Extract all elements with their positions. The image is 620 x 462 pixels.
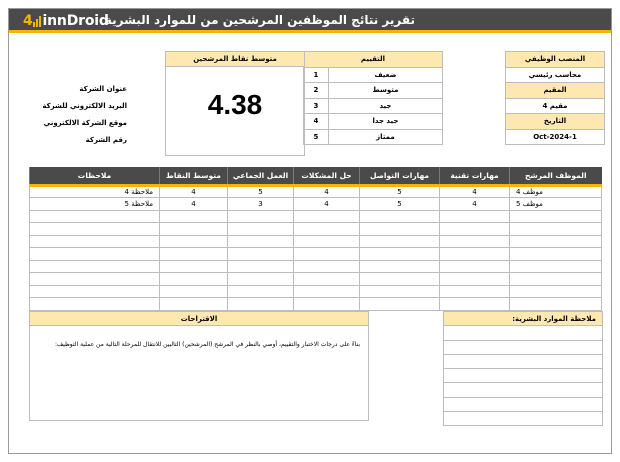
cell-notes[interactable]: ملاحظة 5 bbox=[30, 198, 160, 211]
cell-average[interactable]: 4 bbox=[160, 198, 228, 211]
cell-technical[interactable]: 4 bbox=[440, 185, 510, 198]
rating-row bbox=[304, 83, 443, 99]
col-problem-solving: حل المشكلات bbox=[294, 167, 360, 185]
date-label: التاريخ bbox=[506, 114, 605, 130]
hr-notes-table bbox=[443, 311, 603, 426]
table-row-empty bbox=[30, 248, 602, 261]
hr-notes-line[interactable] bbox=[444, 369, 603, 383]
col-candidate: الموظف المرشح bbox=[510, 167, 602, 185]
cell-notes[interactable]: ملاحظة 4 bbox=[30, 185, 160, 198]
rating-text: جيد جدا bbox=[328, 114, 442, 130]
rating-num: 1 bbox=[304, 67, 329, 83]
report-title: تقرير نتائج الموظفين المرشحين من للموارد البشرية bbox=[104, 13, 415, 27]
position-value[interactable]: محاسب رئيسي bbox=[506, 67, 605, 83]
position-info-table bbox=[505, 51, 605, 145]
logo-prefix: 4 bbox=[23, 13, 33, 29]
title-bar bbox=[9, 9, 611, 33]
table-row-empty bbox=[30, 210, 602, 223]
table-row bbox=[30, 185, 602, 198]
cell-technical[interactable]: 4 bbox=[440, 198, 510, 211]
table-row-empty bbox=[30, 285, 602, 298]
hr-notes-line[interactable] bbox=[444, 354, 603, 368]
cell-teamwork[interactable]: 3 bbox=[228, 198, 294, 211]
logo-mid: inn bbox=[42, 13, 67, 29]
company-website[interactable]: موقع الشركة الالكتروني bbox=[43, 119, 127, 127]
rating-row bbox=[304, 98, 443, 114]
rating-header: التقييم bbox=[304, 52, 443, 68]
table-row-empty bbox=[30, 273, 602, 286]
rating-num: 5 bbox=[304, 129, 329, 145]
report-frame bbox=[8, 8, 612, 454]
rating-num: 3 bbox=[304, 98, 329, 114]
cell-communication[interactable]: 5 bbox=[360, 185, 440, 198]
rating-text: ممتاز bbox=[328, 129, 442, 145]
col-technical: مهارات تقنية bbox=[440, 167, 510, 185]
col-communication: مهارات التواصل bbox=[360, 167, 440, 185]
average-score-label: متوسط نقاط المرشحين bbox=[166, 52, 304, 67]
average-score-value: 4.38 bbox=[207, 89, 263, 120]
rating-text: ضعيف bbox=[328, 67, 442, 83]
rating-scale-table bbox=[303, 51, 443, 145]
table-row-empty bbox=[30, 223, 602, 236]
rating-row bbox=[304, 129, 443, 145]
hr-notes-line[interactable] bbox=[444, 412, 603, 426]
col-notes: ملاحظات bbox=[30, 167, 160, 185]
rating-num: 2 bbox=[304, 83, 329, 99]
company-number[interactable]: رقم الشركة bbox=[85, 136, 127, 144]
suggestions-label: الاقتراحات bbox=[30, 312, 368, 326]
table-row bbox=[30, 198, 602, 211]
company-info bbox=[37, 81, 127, 149]
hr-notes-line[interactable] bbox=[444, 383, 603, 397]
logo-suffix: Droid bbox=[66, 13, 109, 29]
hr-notes-line[interactable] bbox=[444, 326, 603, 340]
cell-average[interactable]: 4 bbox=[160, 185, 228, 198]
company-address[interactable]: عنوان الشركة bbox=[79, 85, 127, 93]
position-label: المنصب الوظيفي bbox=[506, 52, 605, 68]
date-value[interactable]: 1-Oct-2024 bbox=[506, 129, 605, 145]
hr-notes-line[interactable] bbox=[444, 397, 603, 411]
hr-notes-line[interactable] bbox=[444, 340, 603, 354]
cell-candidate[interactable]: موظف 4 bbox=[510, 185, 602, 198]
col-average: متوسط النقاط bbox=[160, 167, 228, 185]
logo-bars-icon bbox=[33, 15, 42, 27]
suggestions-text[interactable]: بناءً على درجات الاختبار والتقييم، أوصي بالنظر في المرشح (المرشحين) التاليين للانتقال للمرحلة التالية من عملية التوظيف: bbox=[54, 341, 360, 348]
cell-communication[interactable]: 5 bbox=[360, 198, 440, 211]
table-row-empty bbox=[30, 235, 602, 248]
col-teamwork: العمل الجماعي bbox=[228, 167, 294, 185]
rating-num: 4 bbox=[304, 114, 329, 130]
cell-problem-solving[interactable]: 4 bbox=[294, 185, 360, 198]
cell-candidate[interactable]: موظف 5 bbox=[510, 198, 602, 211]
candidates-table bbox=[29, 167, 602, 311]
company-email[interactable]: البريد الالكتروني للشركة bbox=[42, 102, 127, 110]
table-row-empty bbox=[30, 260, 602, 273]
cell-teamwork[interactable]: 5 bbox=[228, 185, 294, 198]
rating-text: جيد bbox=[328, 98, 442, 114]
rating-text: متوسط bbox=[328, 83, 442, 99]
evaluator-value[interactable]: مقيم 4 bbox=[506, 98, 605, 114]
table-row-empty bbox=[30, 298, 602, 311]
evaluator-label: المقيم bbox=[506, 83, 605, 99]
company-logo bbox=[23, 13, 109, 29]
candidates-header-row bbox=[30, 167, 602, 185]
cell-problem-solving[interactable]: 4 bbox=[294, 198, 360, 211]
hr-notes-label: ملاحظة الموارد البشرية: bbox=[444, 312, 603, 326]
rating-row bbox=[304, 67, 443, 83]
suggestions-box bbox=[29, 311, 369, 421]
average-score-box bbox=[165, 51, 305, 156]
rating-row bbox=[304, 114, 443, 130]
